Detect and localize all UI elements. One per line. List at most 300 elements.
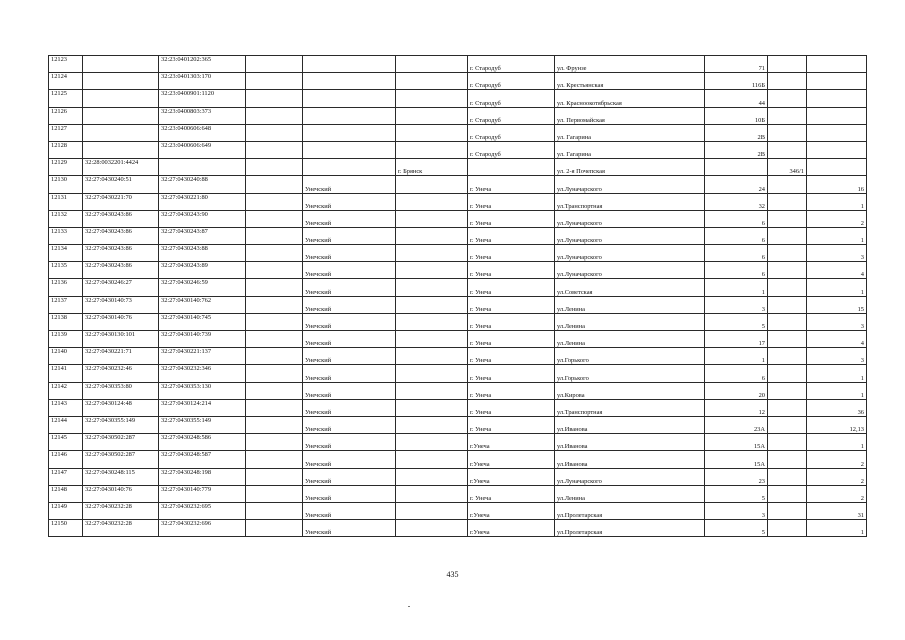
house-number-cell: 6	[705, 365, 768, 382]
blank-col-cell	[246, 245, 303, 262]
district-cell: Унечский	[303, 520, 396, 537]
table-row	[49, 331, 867, 348]
apartment-number-cell: 1	[807, 227, 867, 244]
locality-cell: г. Унеча	[468, 416, 555, 433]
land-parcel-cadastral-cell	[83, 141, 159, 158]
house-number-extra-cell	[768, 193, 807, 210]
building-cadastral-cell: 32:27:0430232:696	[159, 520, 246, 537]
house-number-extra-cell	[768, 107, 807, 124]
table-row	[49, 434, 867, 451]
row-number-cell: 12144	[49, 416, 83, 433]
blank-col-cell	[246, 90, 303, 107]
building-cadastral-cell: 32:27:0430124:214	[159, 399, 246, 416]
house-number-cell: 6	[705, 210, 768, 227]
apartment-number-cell: 36	[807, 399, 867, 416]
district-cell: Унечский	[303, 227, 396, 244]
land-parcel-cadastral-cell: 32:27:0430243:86	[83, 210, 159, 227]
district-cell	[303, 73, 396, 90]
table-row	[49, 468, 867, 485]
table-row	[49, 210, 867, 227]
street-cell: ул.Ленина	[555, 485, 705, 502]
house-number-cell: 116Б	[705, 73, 768, 90]
house-number-cell: 32	[705, 193, 768, 210]
table-row	[49, 279, 867, 296]
row-number-cell: 12148	[49, 485, 83, 502]
blank-col-cell	[246, 382, 303, 399]
house-number-cell: 3	[705, 296, 768, 313]
district-cell	[303, 90, 396, 107]
district-cell: Унечский	[303, 331, 396, 348]
district-cell: Унечский	[303, 382, 396, 399]
row-number-cell: 12130	[49, 176, 83, 193]
table-row	[49, 399, 867, 416]
page-number: 435	[446, 570, 459, 579]
house-number-cell: 23А	[705, 416, 768, 433]
table-row	[49, 382, 867, 399]
land-parcel-cadastral-cell: 32:27:0430140:76	[83, 313, 159, 330]
building-cadastral-cell: 32:27:0430232:695	[159, 502, 246, 519]
locality-cell: г. Стародуб	[468, 141, 555, 158]
land-parcel-cadastral-cell: 32:27:0430124:48	[83, 399, 159, 416]
house-number-extra-cell	[768, 124, 807, 141]
locality-cell: г. Унеча	[468, 348, 555, 365]
blank-col-cell	[246, 176, 303, 193]
house-number-cell: 1	[705, 279, 768, 296]
house-number-cell: 17	[705, 331, 768, 348]
table-row	[49, 159, 867, 176]
locality-cell: г.Унеча	[468, 434, 555, 451]
table-row	[49, 227, 867, 244]
district-cell: Унечский	[303, 262, 396, 279]
locality-cell: г. Унеча	[468, 331, 555, 348]
blank-col-cell	[246, 416, 303, 433]
blank-col-cell	[246, 485, 303, 502]
locality-cell: г. Унеча	[468, 313, 555, 330]
land-parcel-cadastral-cell: 32:27:0430232:46	[83, 365, 159, 382]
street-cell: ул.Ленина	[555, 313, 705, 330]
city-brynsk-cell	[396, 502, 468, 519]
table-row	[49, 245, 867, 262]
blank-col-cell	[246, 56, 303, 73]
row-number-cell: 12135	[49, 262, 83, 279]
table-row	[49, 107, 867, 124]
house-number-extra-cell	[768, 520, 807, 537]
district-cell	[303, 56, 396, 73]
building-cadastral-cell: 32:23:0400606:649	[159, 141, 246, 158]
building-cadastral-cell: 32:23:0400606:648	[159, 124, 246, 141]
row-number-cell: 12126	[49, 107, 83, 124]
street-cell: ул. 2-я Почепская	[555, 159, 705, 176]
land-parcel-cadastral-cell: 32:27:0430130:101	[83, 331, 159, 348]
house-number-extra-cell	[768, 502, 807, 519]
apartment-number-cell: 3	[807, 245, 867, 262]
city-brynsk-cell	[396, 485, 468, 502]
row-number-cell: 12142	[49, 382, 83, 399]
house-number-cell: 2В	[705, 141, 768, 158]
locality-cell: г. Стародуб	[468, 90, 555, 107]
table-row	[49, 56, 867, 73]
city-brynsk-cell	[396, 262, 468, 279]
blank-col-cell	[246, 107, 303, 124]
street-cell: ул.Луначарского	[555, 262, 705, 279]
house-number-cell: 20	[705, 382, 768, 399]
apartment-number-cell: 12,13	[807, 416, 867, 433]
building-cadastral-cell: 32:27:0430240:88	[159, 176, 246, 193]
row-number-cell: 12123	[49, 56, 83, 73]
house-number-extra-cell	[768, 262, 807, 279]
locality-cell: г.Унеча	[468, 468, 555, 485]
table-row	[49, 313, 867, 330]
house-number-cell: 2В	[705, 124, 768, 141]
row-number-cell: 12127	[49, 124, 83, 141]
apartment-number-cell: 1	[807, 520, 867, 537]
table-row	[49, 141, 867, 158]
district-cell: Унечский	[303, 365, 396, 382]
apartment-number-cell	[807, 107, 867, 124]
row-number-cell: 12138	[49, 313, 83, 330]
locality-cell: г.Унеча	[468, 502, 555, 519]
land-parcel-cadastral-cell: 32:27:0430232:28	[83, 520, 159, 537]
street-cell: ул.Иванова	[555, 416, 705, 433]
blank-col-cell	[246, 210, 303, 227]
land-parcel-cadastral-cell: 32:27:0430221:70	[83, 193, 159, 210]
locality-cell	[468, 159, 555, 176]
district-cell	[303, 159, 396, 176]
apartment-number-cell	[807, 56, 867, 73]
house-number-extra-cell	[768, 176, 807, 193]
locality-cell: г. Стародуб	[468, 73, 555, 90]
locality-cell: г. Унеча	[468, 279, 555, 296]
blank-col-cell	[246, 331, 303, 348]
city-brynsk-cell	[396, 468, 468, 485]
row-number-cell: 12134	[49, 245, 83, 262]
land-parcel-cadastral-cell: 32:27:0430502:287	[83, 434, 159, 451]
apartment-number-cell: 2	[807, 485, 867, 502]
city-brynsk-cell	[396, 227, 468, 244]
land-parcel-cadastral-cell: 32:27:0430240:51	[83, 176, 159, 193]
district-cell: Унечский	[303, 434, 396, 451]
street-cell: ул.Советская	[555, 279, 705, 296]
apartment-number-cell: 2	[807, 468, 867, 485]
city-brynsk-cell	[396, 520, 468, 537]
scan-speck	[408, 606, 410, 607]
apartment-number-cell: 31	[807, 502, 867, 519]
building-cadastral-cell: 32:27:0430243:90	[159, 210, 246, 227]
city-brynsk-cell	[396, 313, 468, 330]
table-row	[49, 365, 867, 382]
table-row	[49, 485, 867, 502]
row-number-cell: 12129	[49, 159, 83, 176]
house-number-extra-cell	[768, 468, 807, 485]
locality-cell: г. Унеча	[468, 245, 555, 262]
house-number-cell: 71	[705, 56, 768, 73]
blank-col-cell	[246, 296, 303, 313]
table-row	[49, 520, 867, 537]
blank-col-cell	[246, 502, 303, 519]
building-cadastral-cell: 32:27:0430221:137	[159, 348, 246, 365]
city-brynsk-cell	[396, 451, 468, 468]
table-body	[49, 56, 867, 537]
apartment-number-cell: 1	[807, 434, 867, 451]
land-parcel-cadastral-cell	[83, 56, 159, 73]
apartment-number-cell: 3	[807, 313, 867, 330]
apartment-number-cell: 3	[807, 348, 867, 365]
row-number-cell: 12132	[49, 210, 83, 227]
apartment-number-cell: 4	[807, 262, 867, 279]
house-number-extra-cell	[768, 331, 807, 348]
blank-col-cell	[246, 193, 303, 210]
blank-col-cell	[246, 279, 303, 296]
table-row	[49, 262, 867, 279]
district-cell: Унечский	[303, 210, 396, 227]
row-number-cell: 12131	[49, 193, 83, 210]
land-parcel-cadastral-cell: 32:27:0430243:86	[83, 227, 159, 244]
building-cadastral-cell: 32:27:0430248:586	[159, 434, 246, 451]
table-row	[49, 90, 867, 107]
street-cell: ул.Пролетарская	[555, 520, 705, 537]
house-number-extra-cell	[768, 210, 807, 227]
table-row	[49, 451, 867, 468]
district-cell: Унечский	[303, 502, 396, 519]
city-brynsk-cell: г. Брянск	[396, 159, 468, 176]
house-number-cell: 10Б	[705, 107, 768, 124]
building-cadastral-cell: 32:27:0430232:346	[159, 365, 246, 382]
blank-col-cell	[246, 365, 303, 382]
city-brynsk-cell	[396, 416, 468, 433]
property-register-table	[48, 55, 867, 537]
locality-cell: г. Унеча	[468, 193, 555, 210]
locality-cell: г. Унеча	[468, 210, 555, 227]
city-brynsk-cell	[396, 245, 468, 262]
apartment-number-cell	[807, 159, 867, 176]
land-parcel-cadastral-cell: 32:27:0430221:71	[83, 348, 159, 365]
row-number-cell: 12133	[49, 227, 83, 244]
blank-col-cell	[246, 399, 303, 416]
house-number-cell: 6	[705, 227, 768, 244]
row-number-cell: 12141	[49, 365, 83, 382]
house-number-cell: 23	[705, 468, 768, 485]
land-parcel-cadastral-cell	[83, 90, 159, 107]
land-parcel-cadastral-cell: 32:27:0430243:86	[83, 262, 159, 279]
house-number-extra-cell	[768, 296, 807, 313]
city-brynsk-cell	[396, 176, 468, 193]
house-number-extra-cell	[768, 434, 807, 451]
row-number-cell: 12137	[49, 296, 83, 313]
row-number-cell: 12143	[49, 399, 83, 416]
city-brynsk-cell	[396, 141, 468, 158]
table-row	[49, 416, 867, 433]
district-cell	[303, 141, 396, 158]
house-number-cell: 6	[705, 262, 768, 279]
district-cell	[303, 107, 396, 124]
house-number-cell	[705, 159, 768, 176]
street-cell: ул. Красноокотябрьская	[555, 90, 705, 107]
apartment-number-cell: 1	[807, 193, 867, 210]
city-brynsk-cell	[396, 365, 468, 382]
street-cell: ул.Ленина	[555, 296, 705, 313]
locality-cell: г. Унеча	[468, 227, 555, 244]
apartment-number-cell	[807, 124, 867, 141]
city-brynsk-cell	[396, 399, 468, 416]
building-cadastral-cell: 32:27:0430246:59	[159, 279, 246, 296]
table-row	[49, 73, 867, 90]
street-cell: ул.Иванова	[555, 451, 705, 468]
row-number-cell: 12136	[49, 279, 83, 296]
house-number-extra-cell	[768, 313, 807, 330]
house-number-cell: 44	[705, 90, 768, 107]
building-cadastral-cell: 32:27:0430140:762	[159, 296, 246, 313]
blank-col-cell	[246, 262, 303, 279]
street-cell: ул.Транспортная	[555, 399, 705, 416]
house-number-extra-cell: 346/1	[768, 159, 807, 176]
district-cell: Унечский	[303, 468, 396, 485]
land-parcel-cadastral-cell: 32:27:0430140:73	[83, 296, 159, 313]
building-cadastral-cell: 32:27:0430248:198	[159, 468, 246, 485]
locality-cell: г.Унеча	[468, 451, 555, 468]
house-number-extra-cell	[768, 365, 807, 382]
blank-col-cell	[246, 451, 303, 468]
locality-cell: г. Унеча	[468, 176, 555, 193]
apartment-number-cell	[807, 73, 867, 90]
locality-cell: г. Унеча	[468, 262, 555, 279]
house-number-cell: 15А	[705, 451, 768, 468]
land-parcel-cadastral-cell: 32:27:0430502:287	[83, 451, 159, 468]
house-number-extra-cell	[768, 399, 807, 416]
house-number-cell: 24	[705, 176, 768, 193]
row-number-cell: 12146	[49, 451, 83, 468]
house-number-cell: 5	[705, 313, 768, 330]
city-brynsk-cell	[396, 73, 468, 90]
street-cell: ул.Иванова	[555, 434, 705, 451]
land-parcel-cadastral-cell: 32:27:0430248:115	[83, 468, 159, 485]
apartment-number-cell	[807, 141, 867, 158]
land-parcel-cadastral-cell: 32:28:0032201:4424	[83, 159, 159, 176]
city-brynsk-cell	[396, 124, 468, 141]
building-cadastral-cell: 32:27:0430243:89	[159, 262, 246, 279]
row-number-cell: 12145	[49, 434, 83, 451]
house-number-cell: 15А	[705, 434, 768, 451]
land-parcel-cadastral-cell: 32:27:0430246:27	[83, 279, 159, 296]
building-cadastral-cell: 32:23:0400803:373	[159, 107, 246, 124]
house-number-extra-cell	[768, 382, 807, 399]
land-parcel-cadastral-cell: 32:27:0430232:28	[83, 502, 159, 519]
street-cell: ул.Транспортная	[555, 193, 705, 210]
district-cell: Унечский	[303, 193, 396, 210]
street-cell: ул. Гагарина	[555, 124, 705, 141]
street-cell: ул.Ленина	[555, 331, 705, 348]
house-number-extra-cell	[768, 227, 807, 244]
building-cadastral-cell	[159, 159, 246, 176]
blank-col-cell	[246, 141, 303, 158]
street-cell: ул.Пролетарская	[555, 502, 705, 519]
district-cell: Унечский	[303, 399, 396, 416]
city-brynsk-cell	[396, 279, 468, 296]
row-number-cell: 12128	[49, 141, 83, 158]
house-number-extra-cell	[768, 73, 807, 90]
street-cell: ул.Кирова	[555, 382, 705, 399]
street-cell: ул. Первомайская	[555, 107, 705, 124]
blank-col-cell	[246, 434, 303, 451]
district-cell: Унечский	[303, 485, 396, 502]
building-cadastral-cell: 32:27:0430353:130	[159, 382, 246, 399]
table-row	[49, 176, 867, 193]
table-row	[49, 502, 867, 519]
table-row	[49, 193, 867, 210]
land-parcel-cadastral-cell	[83, 124, 159, 141]
street-cell: ул.Горького	[555, 365, 705, 382]
building-cadastral-cell: 32:27:0430140:745	[159, 313, 246, 330]
row-number-cell: 12147	[49, 468, 83, 485]
building-cadastral-cell: 32:27:0430140:739	[159, 331, 246, 348]
building-cadastral-cell: 32:27:0430140:779	[159, 485, 246, 502]
house-number-extra-cell	[768, 451, 807, 468]
row-number-cell: 12139	[49, 331, 83, 348]
house-number-cell: 1	[705, 348, 768, 365]
street-cell: ул.Луначарского	[555, 468, 705, 485]
house-number-extra-cell	[768, 56, 807, 73]
building-cadastral-cell: 32:27:0430243:88	[159, 245, 246, 262]
building-cadastral-cell: 32:27:0430248:587	[159, 451, 246, 468]
house-number-cell: 12	[705, 399, 768, 416]
table-row	[49, 124, 867, 141]
city-brynsk-cell	[396, 193, 468, 210]
district-cell: Унечский	[303, 245, 396, 262]
district-cell: Унечский	[303, 279, 396, 296]
land-parcel-cadastral-cell	[83, 73, 159, 90]
city-brynsk-cell	[396, 107, 468, 124]
blank-col-cell	[246, 313, 303, 330]
land-parcel-cadastral-cell: 32:27:0430243:86	[83, 245, 159, 262]
locality-cell: г. Унеча	[468, 485, 555, 502]
land-parcel-cadastral-cell	[83, 107, 159, 124]
row-number-cell: 12124	[49, 73, 83, 90]
city-brynsk-cell	[396, 56, 468, 73]
building-cadastral-cell: 32:27:0430243:87	[159, 227, 246, 244]
house-number-extra-cell	[768, 485, 807, 502]
street-cell: ул.Луначарского	[555, 210, 705, 227]
district-cell: Унечский	[303, 348, 396, 365]
locality-cell: г. Унеча	[468, 365, 555, 382]
building-cadastral-cell: 32:23:0401202:365	[159, 56, 246, 73]
house-number-extra-cell	[768, 141, 807, 158]
apartment-number-cell: 2	[807, 210, 867, 227]
land-parcel-cadastral-cell: 32:27:0430355:149	[83, 416, 159, 433]
blank-col-cell	[246, 124, 303, 141]
district-cell: Унечский	[303, 313, 396, 330]
street-cell: ул.Горького	[555, 348, 705, 365]
house-number-extra-cell	[768, 279, 807, 296]
building-cadastral-cell: 32:23:0401303:170	[159, 73, 246, 90]
row-number-cell: 12149	[49, 502, 83, 519]
apartment-number-cell: 16	[807, 176, 867, 193]
apartment-number-cell: 1	[807, 365, 867, 382]
city-brynsk-cell	[396, 90, 468, 107]
city-brynsk-cell	[396, 348, 468, 365]
row-number-cell: 12150	[49, 520, 83, 537]
street-cell: ул.Луначарского	[555, 245, 705, 262]
row-number-cell: 12125	[49, 90, 83, 107]
blank-col-cell	[246, 73, 303, 90]
house-number-cell: 5	[705, 485, 768, 502]
city-brynsk-cell	[396, 210, 468, 227]
locality-cell: г. Стародуб	[468, 124, 555, 141]
locality-cell: г. Унеча	[468, 382, 555, 399]
apartment-number-cell: 4	[807, 331, 867, 348]
house-number-cell: 6	[705, 245, 768, 262]
district-cell: Унечский	[303, 451, 396, 468]
apartment-number-cell: 15	[807, 296, 867, 313]
house-number-cell: 3	[705, 502, 768, 519]
